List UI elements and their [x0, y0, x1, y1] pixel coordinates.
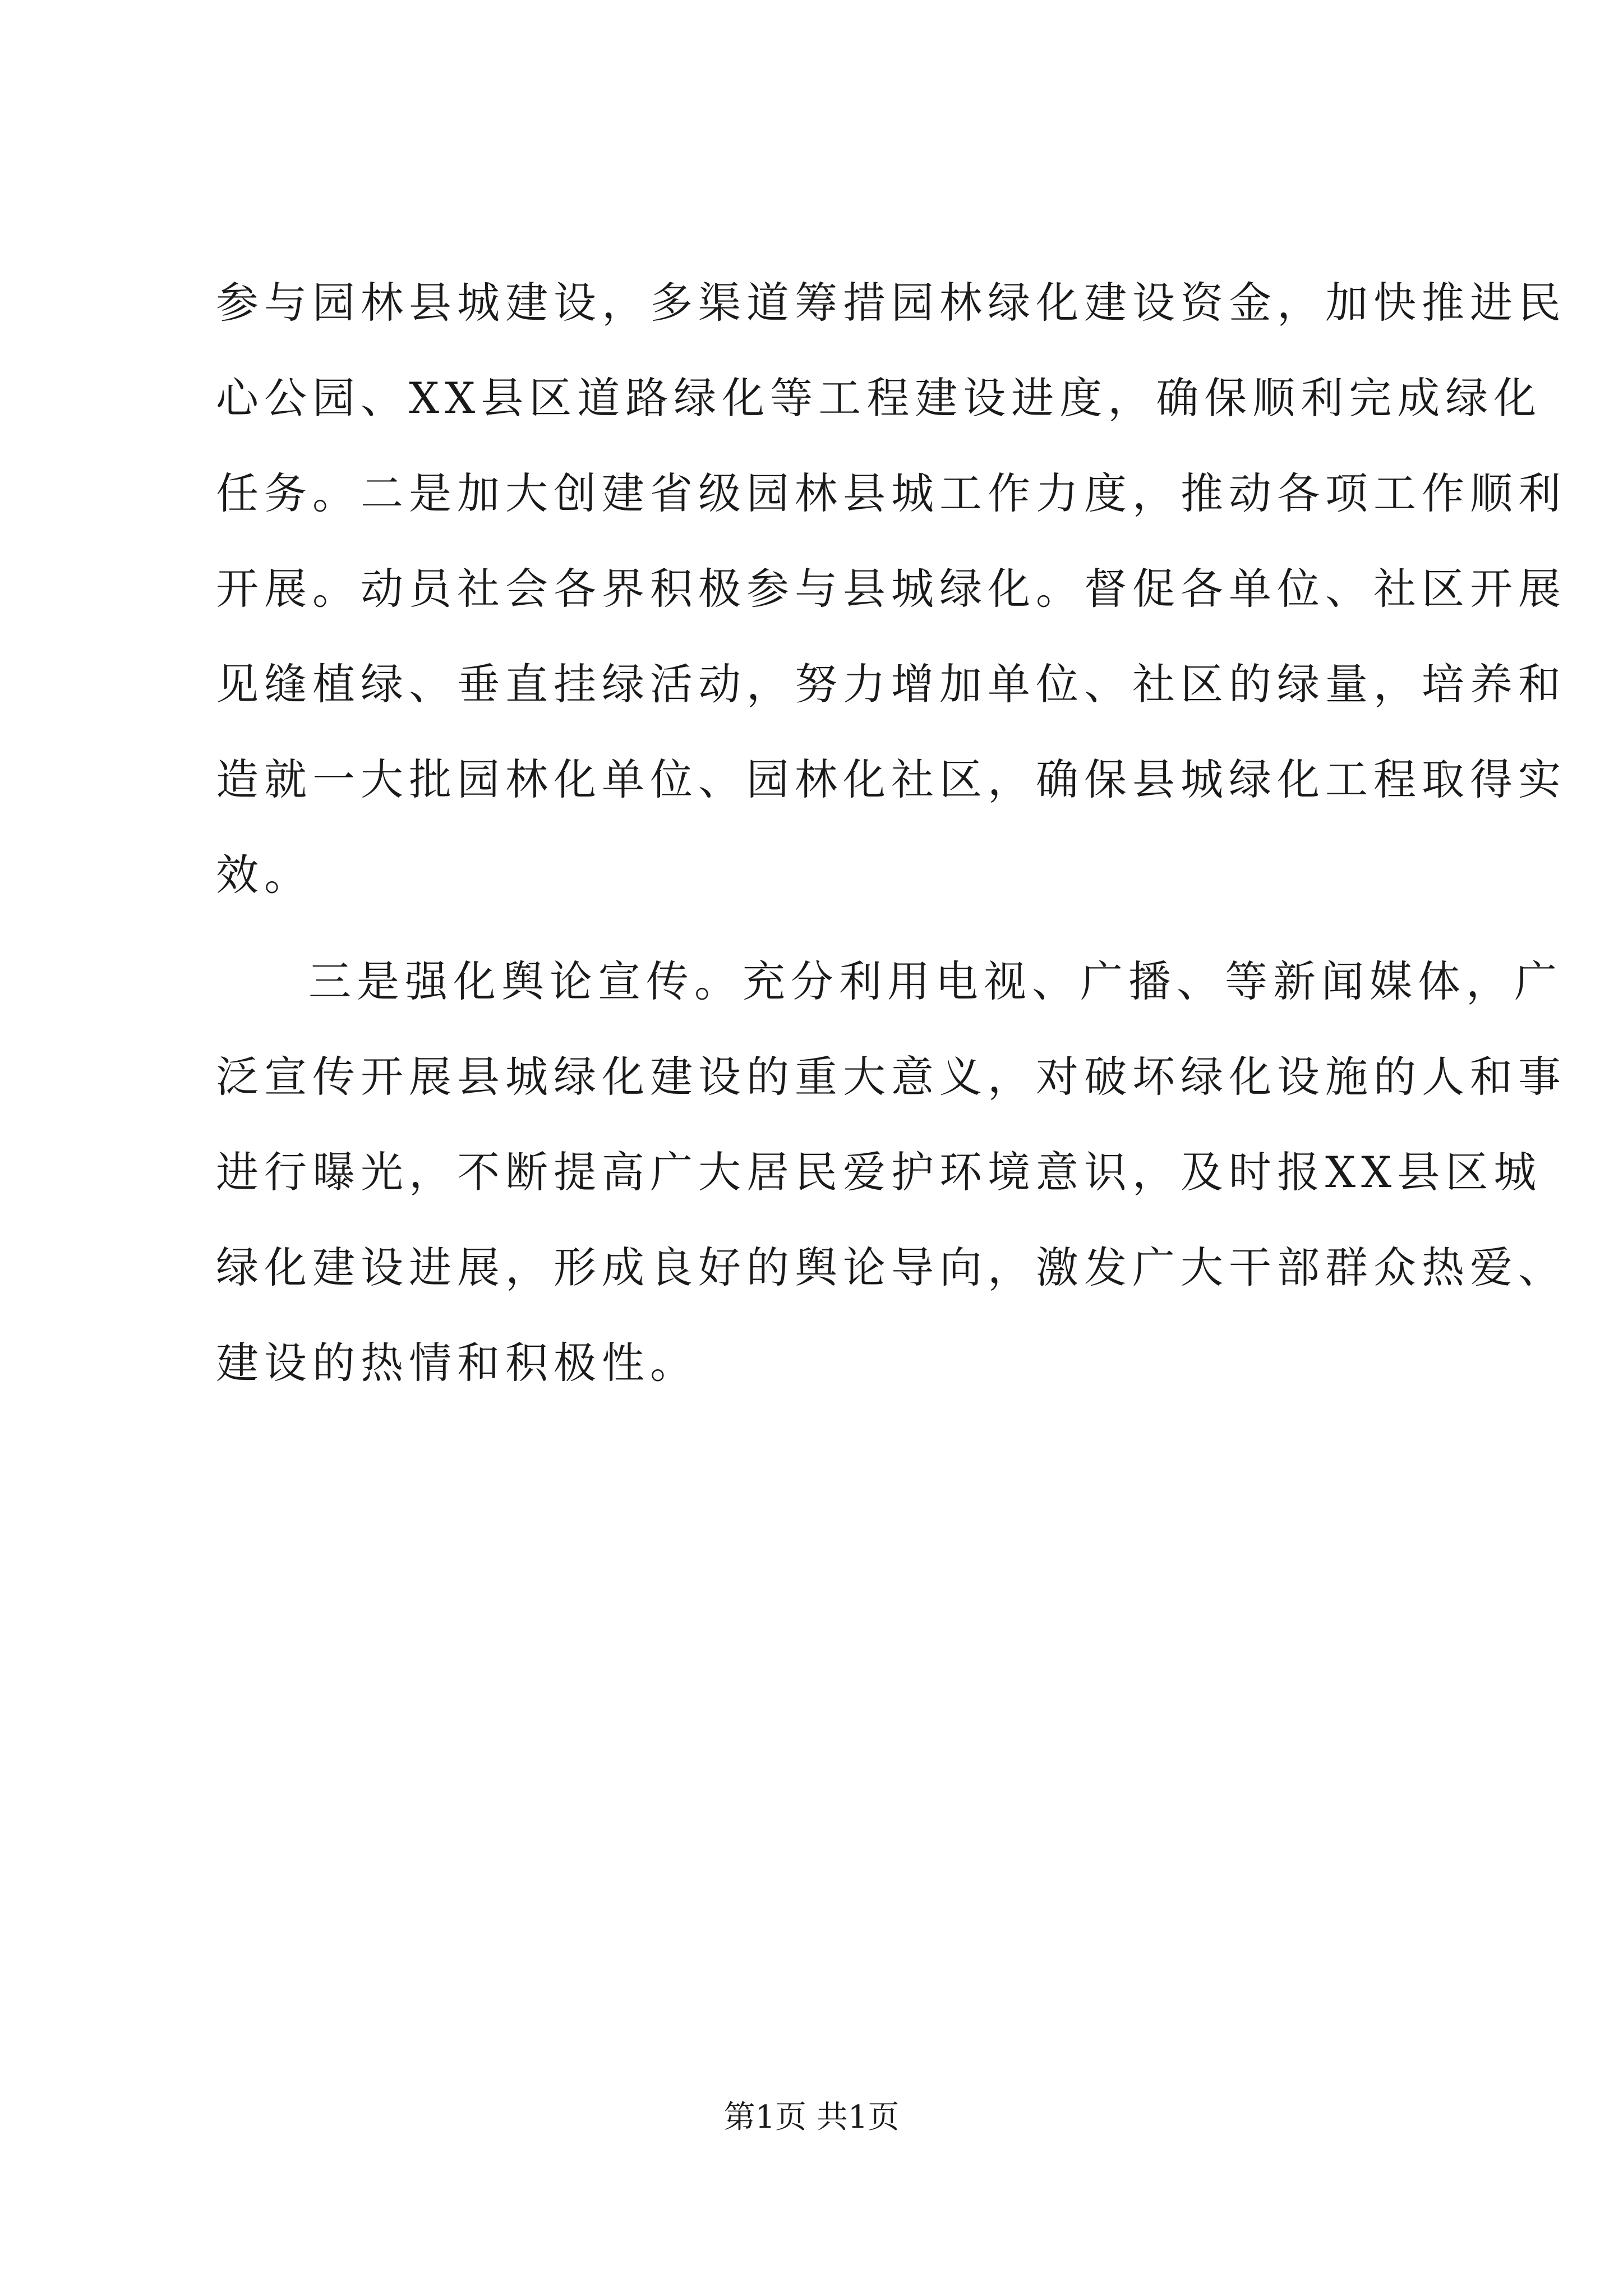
text-line: 绿化建设进展，形成良好的舆论导向，激发广大干部群众热爱、: [216, 1243, 1566, 1292]
text-line: 见缝植绿、垂直挂绿活动，努力增加单位、社区的绿量，培养和: [216, 659, 1566, 709]
text-line: 任务。二是加大创建省级园林县城工作力度，推动各项工作顺利: [216, 468, 1566, 518]
document-body: [216, 255, 1566, 1411]
page-number-footer: 第1页 共1页: [723, 2099, 900, 2136]
text-line: 参与园林县城建设，多渠道筹措园林绿化建设资金，加快推进民: [216, 278, 1566, 328]
text-line: 心公园、XX县区道路绿化等工程建设进度，确保顺利完成绿化: [216, 373, 1542, 423]
text-line: 建设的热情和积极性。: [216, 1338, 698, 1388]
text-line: 效。: [216, 850, 312, 900]
text-line: 造就一大批园林化单位、园林化社区，确保县城绿化工程取得实: [216, 754, 1566, 804]
paragraph-2: [216, 934, 1566, 1411]
paragraph-spacing: [216, 923, 1438, 934]
text-line: 泛宣传开展县城绿化建设的重大意义，对破坏绿化设施的人和事: [216, 1052, 1566, 1102]
text-line: 进行曝光，不断提高广大居民爱护环境意识，及时报XX县区城: [216, 1147, 1542, 1197]
paragraph-1: [216, 255, 1566, 923]
text-line: 开展。动员社会各界积极参与县城绿化。督促各单位、社区开展: [216, 564, 1566, 614]
text-line: 三是强化舆论宣传。充分利用电视、广播、等新闻媒体，广: [308, 956, 1562, 1006]
